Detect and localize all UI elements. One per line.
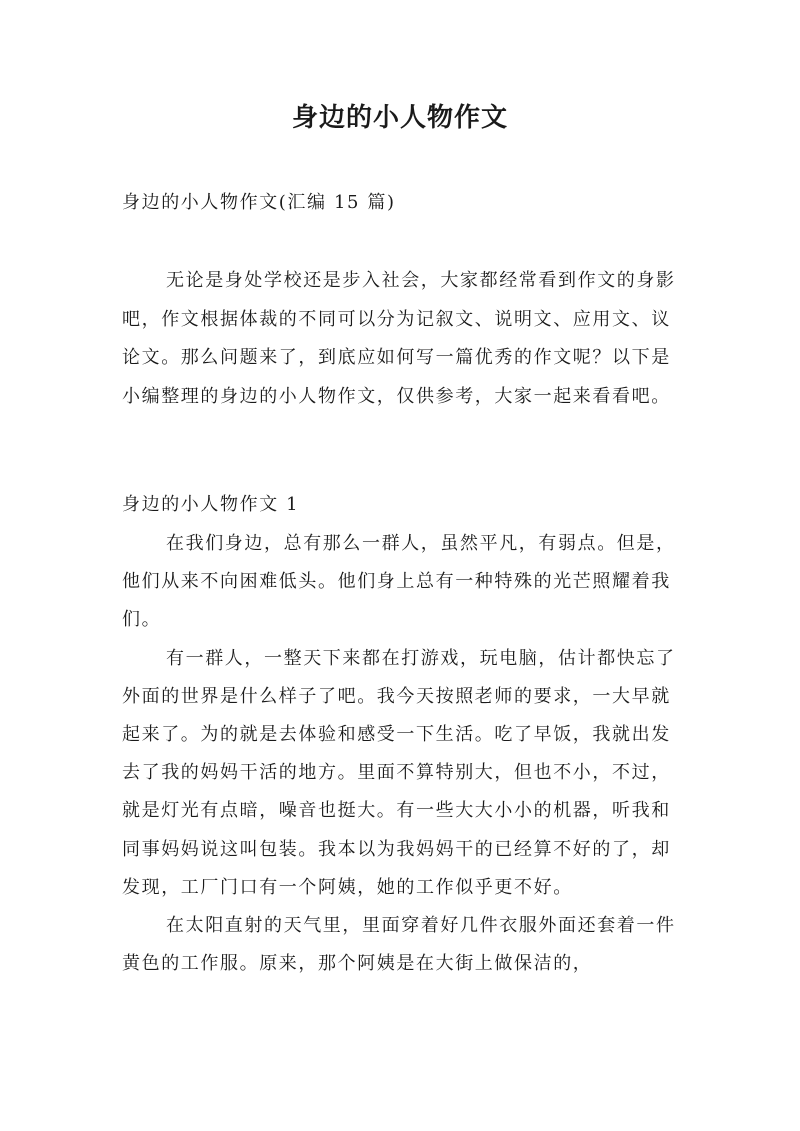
intro-paragraph: 无论是身处学校还是步入社会，大家都经常看到作文的身影吧，作文根据体裁的不同可以分为记叙文、说明文、应用文、议论文。那么问题来了，到底应如何写一篇优秀的作文呢？以下是小编整理的身边的小人物作文，仅供参考，大家一起来看看吧。	[122, 270, 676, 407]
body-paragraph: 有一群人，一整天下来都在打游戏，玩电脑，估计都快忘了外面的世界是什么样子了吧。我今天按照老师的要求，一大早就起来了。为的就是去体验和感受一下生活。吃了早饭，我就出发去了我的妈妈干活的地方。里面不算特别大，但也不小，不过，就是灯光有点暗，噪音也挺大。有一些大大小小的机器，听我和同事妈妈说这叫包装。我本以为我妈妈干的已经算不好的了，却发现，工厂门口有一个阿姨，她的工作似乎更不好。	[122, 647, 676, 898]
section-heading: 身边的小人物作文 1	[122, 494, 300, 515]
document-title: 身边的小人物作文	[291, 103, 508, 133]
document-subtitle: 身边的小人物作文(汇编 15 篇)	[122, 192, 396, 213]
body-paragraph: 在我们身边，总有那么一群人，虽然平凡，有弱点。但是，他们从来不向困难低头。他们身上总有一种特殊的光芒照耀着我们。	[122, 533, 676, 631]
section-body	[122, 525, 690, 983]
body-paragraph: 在太阳直射的天气里，里面穿着好几件衣服外面还套着一件黄色的工作服。原来，那个阿姨是在大街上做保洁的，	[122, 915, 676, 975]
